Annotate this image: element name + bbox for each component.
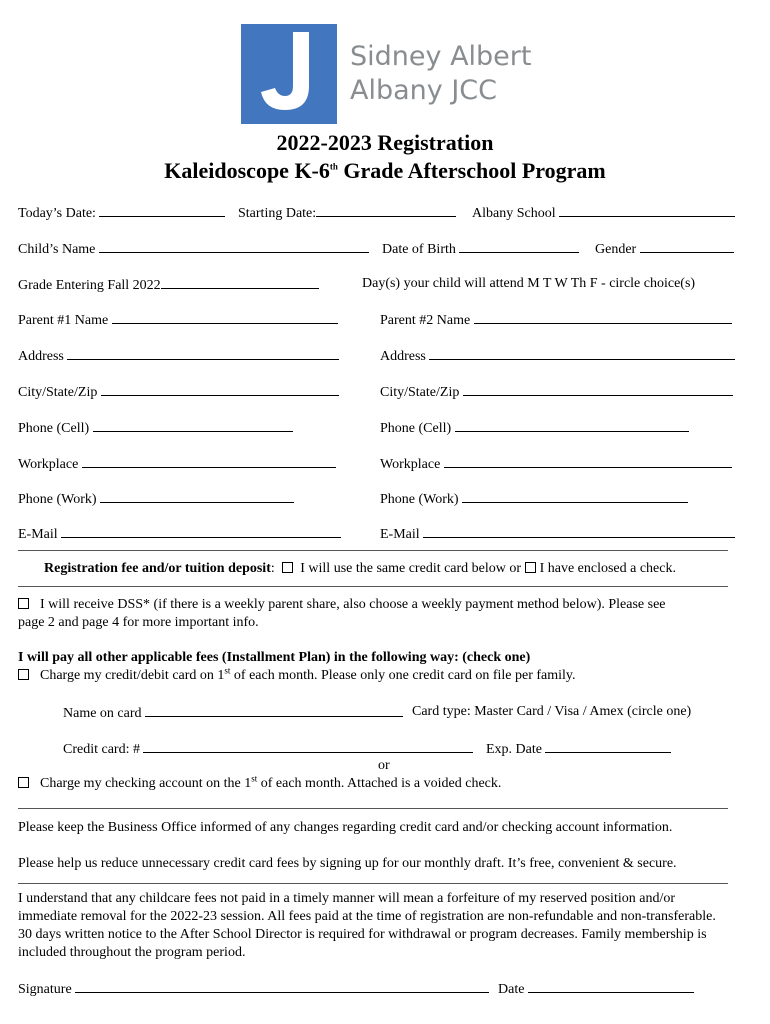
phone-work2-line[interactable] xyxy=(462,490,688,503)
email1-line[interactable] xyxy=(61,525,341,538)
childs-name-field[interactable] xyxy=(18,240,369,258)
credit-card-number-field[interactable] xyxy=(63,740,473,758)
credit-card-text: of each month. Please only one credit card on file per family. xyxy=(230,668,576,683)
todays-date-field[interactable] xyxy=(18,204,225,222)
org-name-line1: Sidney Albert xyxy=(350,41,532,72)
divider xyxy=(18,808,728,809)
same-card-checkbox[interactable] xyxy=(282,562,293,573)
name-on-card-line[interactable] xyxy=(145,704,403,717)
phone-cell2-line[interactable] xyxy=(455,419,689,432)
albany-school-label: Albany School xyxy=(472,206,556,221)
address2-label: Address xyxy=(380,349,426,364)
address2-line[interactable] xyxy=(429,347,735,360)
workplace1-field[interactable] xyxy=(18,455,336,473)
credit-card-number-label: Credit card: # xyxy=(63,742,140,757)
city2-line[interactable] xyxy=(463,383,733,396)
org-name xyxy=(350,40,531,108)
subtitle-sup: th xyxy=(329,161,338,172)
workplace2-line[interactable] xyxy=(444,455,732,468)
reg-fee-row xyxy=(44,561,676,577)
parent2-line[interactable] xyxy=(474,311,732,324)
city2-label: City/State/Zip xyxy=(380,385,460,400)
agreement-text: I understand that any childcare fees not paid in a timely manner will mean a forfeiture of my reserved position and/or immediate removal for the 2022-23 session. All fees paid at the time of registration are non-refundable and non-transferable. 30 days written notice to the After School Director is required for withdrawal or program decreases. Family membership is included throughout the program period. xyxy=(18,891,716,960)
checking-sup: st xyxy=(251,773,258,784)
address2-field[interactable] xyxy=(380,347,735,365)
dss-text-cont: page 2 and page 4 for more important info. xyxy=(18,615,259,630)
credit-card-option xyxy=(18,665,576,684)
email2-field[interactable] xyxy=(380,525,735,543)
page-subtitle xyxy=(0,158,770,184)
email1-label: E-Mail xyxy=(18,527,58,542)
email2-label: E-Mail xyxy=(380,527,420,542)
or-separator: or xyxy=(378,758,390,773)
name-on-card-field[interactable] xyxy=(63,704,403,722)
reg-fee-label: Registration fee and/or tuition deposit xyxy=(44,561,271,576)
dss-row xyxy=(18,597,666,613)
parent1-label: Parent #1 Name xyxy=(18,313,109,328)
subtitle-part: Kaleidoscope K-6 xyxy=(164,158,330,183)
email2-line[interactable] xyxy=(423,525,735,538)
gender-label: Gender xyxy=(595,242,637,257)
parent2-label: Parent #2 Name xyxy=(380,313,471,328)
childs-name-line[interactable] xyxy=(99,240,369,253)
grade-field[interactable] xyxy=(18,276,319,294)
phone-cell1-field[interactable] xyxy=(18,419,293,437)
subtitle-part: Grade Afterschool Program xyxy=(337,158,606,183)
todays-date-line[interactable] xyxy=(99,204,225,217)
gender-field[interactable] xyxy=(595,240,734,258)
workplace2-field[interactable] xyxy=(380,455,732,473)
phone-cell1-label: Phone (Cell) xyxy=(18,421,90,436)
address1-line[interactable] xyxy=(67,347,339,360)
parent1-field[interactable] xyxy=(18,311,338,329)
credit-card-checkbox[interactable] xyxy=(18,669,29,680)
email1-field[interactable] xyxy=(18,525,341,543)
days-attend-field[interactable]: Day(s) your child will attend M T W Th F - circle choice(s) xyxy=(362,276,696,291)
reg-fee-colon: : xyxy=(270,561,275,576)
albany-school-field[interactable] xyxy=(472,204,735,222)
card-type: Card type: Master Card / Visa / Amex (circle one) xyxy=(412,704,692,719)
page-title: 2022-2023 Registration xyxy=(276,130,494,155)
dob-line[interactable] xyxy=(459,240,579,253)
divider xyxy=(18,883,728,884)
exp-date-line[interactable] xyxy=(545,740,671,753)
checking-option xyxy=(18,773,502,792)
signature-line[interactable] xyxy=(75,980,489,993)
todays-date-label: Today’s Date: xyxy=(18,206,96,221)
phone-work1-line[interactable] xyxy=(100,490,294,503)
city1-label: City/State/Zip xyxy=(18,385,98,400)
phone-work2-label: Phone (Work) xyxy=(380,492,459,507)
checking-checkbox[interactable] xyxy=(18,777,29,788)
dss-checkbox[interactable] xyxy=(18,598,29,609)
exp-date-field[interactable] xyxy=(486,740,671,758)
checking-text: of each month. Attached is a voided check. xyxy=(257,776,502,791)
address1-field[interactable] xyxy=(18,347,339,365)
starting-date-line[interactable] xyxy=(316,204,456,217)
checking-text: Charge my checking account on the 1 xyxy=(40,776,252,791)
phone-work1-label: Phone (Work) xyxy=(18,492,97,507)
phone-cell2-field[interactable] xyxy=(380,419,689,437)
divider xyxy=(18,586,728,587)
divider xyxy=(18,550,728,551)
starting-date-label: Starting Date: xyxy=(238,206,317,221)
parent1-line[interactable] xyxy=(112,311,338,324)
workplace1-line[interactable] xyxy=(82,455,336,468)
phone-work1-field[interactable] xyxy=(18,490,294,508)
exp-date-label: Exp. Date xyxy=(486,742,542,757)
workplace1-label: Workplace xyxy=(18,457,79,472)
city1-line[interactable] xyxy=(101,383,339,396)
gender-line[interactable] xyxy=(640,240,734,253)
albany-school-line[interactable] xyxy=(559,204,735,217)
dob-label: Date of Birth xyxy=(382,242,456,257)
signature-date-field[interactable] xyxy=(498,980,694,998)
city2-field[interactable] xyxy=(380,383,733,401)
same-card-label: I will use the same credit card below or xyxy=(300,561,522,576)
org-name-line2: Albany JCC xyxy=(350,75,497,106)
phone-cell2-label: Phone (Cell) xyxy=(380,421,452,436)
phone-cell1-line[interactable] xyxy=(93,419,293,432)
phone-work2-field[interactable] xyxy=(380,490,688,508)
signature-label: Signature xyxy=(18,982,72,997)
signature-date-label: Date xyxy=(498,982,525,997)
credit-card-text: Charge my credit/debit card on 1 xyxy=(40,668,225,683)
signature-date-line[interactable] xyxy=(528,980,694,993)
enclosed-check-checkbox[interactable] xyxy=(525,562,536,573)
workplace2-label: Workplace xyxy=(380,457,441,472)
grade-line[interactable] xyxy=(161,276,319,289)
childs-name-label: Child’s Name xyxy=(18,242,96,257)
enclosed-check-label: I have enclosed a check. xyxy=(539,561,676,576)
payment-heading: I will pay all other applicable fees (Installment Plan) in the following way: (check one) xyxy=(18,650,531,665)
dss-text: I will receive DSS* (if there is a weekly parent share, also choose a weekly payment method below). Please see xyxy=(40,597,666,612)
name-on-card-label: Name on card xyxy=(63,706,142,721)
grade-label: Grade Entering Fall 2022 xyxy=(18,278,161,293)
credit-card-sup: st xyxy=(224,665,231,676)
signature-field[interactable] xyxy=(18,980,489,998)
jcc-logo-icon xyxy=(241,24,337,124)
starting-date-field[interactable] xyxy=(238,204,456,222)
credit-card-number-line[interactable] xyxy=(143,740,473,753)
city1-field[interactable] xyxy=(18,383,339,401)
address1-label: Address xyxy=(18,349,64,364)
dob-field[interactable] xyxy=(382,240,579,258)
business-office-note: Please keep the Business Office informed of any changes regarding credit card and/or checking account information. xyxy=(18,820,673,835)
draft-note: Please help us reduce unnecessary credit card fees by signing up for our monthly draft. It’s free, convenient & secure. xyxy=(18,856,677,871)
parent2-field[interactable] xyxy=(380,311,732,329)
